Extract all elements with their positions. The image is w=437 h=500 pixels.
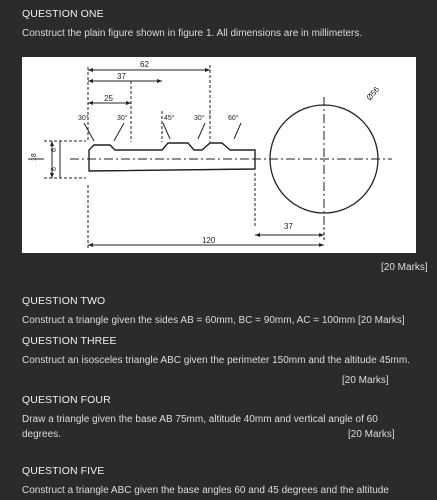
q4-heading: QUESTION FOUR: [22, 394, 111, 406]
q3-text: Construct an isosceles triangle ABC given the perimeter 150mm and the altitude 45mm.: [22, 355, 410, 366]
angle-45: 45°: [164, 115, 175, 122]
q2-heading: QUESTION TWO: [22, 295, 106, 307]
figure-1: [22, 57, 416, 253]
dim-120: 120: [202, 236, 216, 245]
q1-text: Construct the plain figure shown in figure 1. All dimensions are in millimeters.: [22, 28, 363, 39]
dim-18: 18: [31, 153, 38, 161]
dim-diameter: Ø56: [364, 84, 382, 103]
q4-line1: Draw a triangle given the base AB 75mm, altitude 40mm and vertical angle of 60: [22, 414, 378, 425]
q2-text: Construct a triangle given the sides AB = 60mm, BC = 90mm, AC = 100mm [20 Marks]: [22, 315, 405, 326]
q5-heading: QUESTION FIVE: [22, 465, 105, 477]
dim-25: 25: [104, 94, 113, 103]
q4-line2: degrees.: [22, 429, 61, 440]
q5-text: Construct a triangle ABC given the base angles 60 and 45 degrees and the altitude: [22, 485, 389, 496]
angle-30-c: 30°: [194, 115, 205, 122]
angle-30-a: 30°: [78, 115, 89, 122]
q3-heading: QUESTION THREE: [22, 335, 117, 347]
dim-62: 62: [140, 60, 149, 69]
dim-6-top: 6: [51, 148, 58, 152]
q4-marks: [20 Marks]: [348, 429, 395, 440]
dim-6-bottom: 6: [51, 167, 58, 171]
q1-marks: [20 Marks]: [381, 262, 428, 273]
bar-outline: [89, 143, 255, 171]
dim-37-bottom: 37: [284, 222, 293, 231]
figure-1-drawing: [22, 57, 416, 253]
angle-60: 60°: [228, 115, 239, 122]
angle-30-b: 30°: [117, 115, 128, 122]
q1-heading: QUESTION ONE: [22, 8, 104, 20]
dim-37-top: 37: [117, 72, 126, 81]
q3-marks: [20 Marks]: [342, 375, 389, 386]
